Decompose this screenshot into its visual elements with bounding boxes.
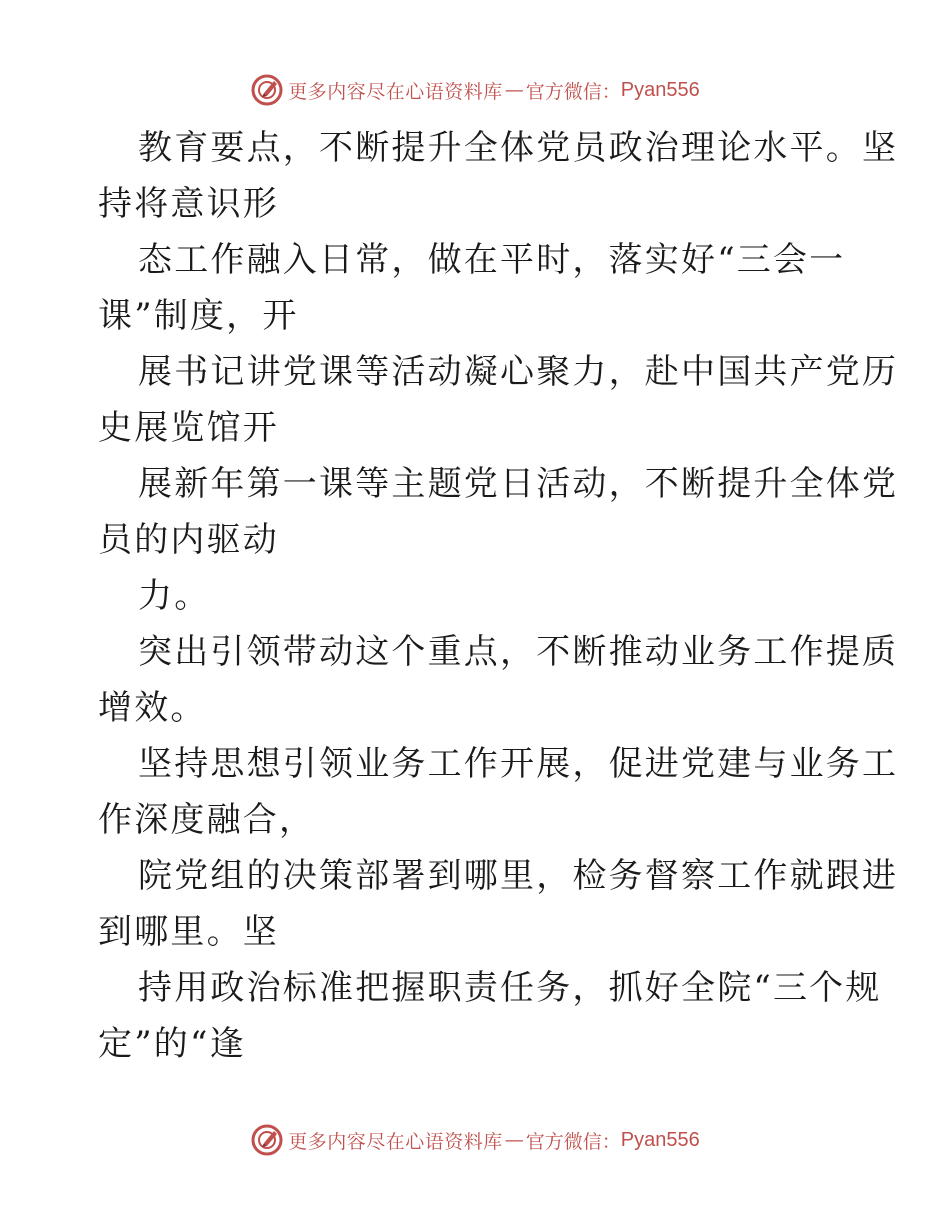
body-line: 作深度融合，: [98, 800, 316, 840]
body-line: 态工作融入日常，做在平时，落实好“三会一: [138, 240, 846, 280]
header-site-text: 更多内容尽在心语资料库: [288, 80, 503, 103]
body-line: 到哪里。坚: [98, 912, 279, 952]
body-line: 展新年第一课等主题党日活动，不断提升全体党: [138, 464, 899, 504]
pen-logo-icon: [250, 73, 284, 107]
footer-banner: [0, 1120, 950, 1160]
body-line: 坚持思想引领业务工作开展，促进党建与业务工: [138, 744, 899, 784]
body-line: 持用政治标准把握职责任务，抓好全院“三个规: [138, 968, 882, 1008]
body-line: 教育要点，不断提升全体党员政治理论水平。坚: [138, 128, 899, 168]
body-line: 课”制度，开: [98, 296, 299, 336]
body-line: 持将意识形: [98, 184, 279, 224]
header-wechat-id: Pyan556: [620, 78, 700, 101]
body-line: 突出引领带动这个重点，不断推动业务工作提质: [138, 632, 899, 672]
footer-site-text: 更多内容尽在心语资料库: [288, 1130, 503, 1153]
body-line: 力。: [138, 576, 211, 616]
footer-wechat-label: 官方微信：: [525, 1130, 621, 1153]
header-wechat-label: 官方微信：: [525, 80, 621, 103]
header-dash: —: [504, 79, 524, 101]
pen-logo-icon: [250, 1123, 284, 1157]
body-line: 史展览馆开: [98, 408, 279, 448]
body-line: 员的内驱动: [98, 520, 279, 560]
body-line: 院党组的决策部署到哪里，检务督察工作就跟进: [138, 856, 899, 896]
body-line: 定”的“逢: [98, 1024, 246, 1064]
footer-wechat-id: Pyan556: [620, 1128, 700, 1151]
body-line: 展书记讲党课等活动凝心聚力，赴中国共产党历: [138, 352, 899, 392]
body-line: 增效。: [98, 688, 207, 728]
footer-dash: —: [504, 1129, 524, 1151]
header-banner: [0, 70, 950, 110]
document-body: [98, 120, 899, 1072]
